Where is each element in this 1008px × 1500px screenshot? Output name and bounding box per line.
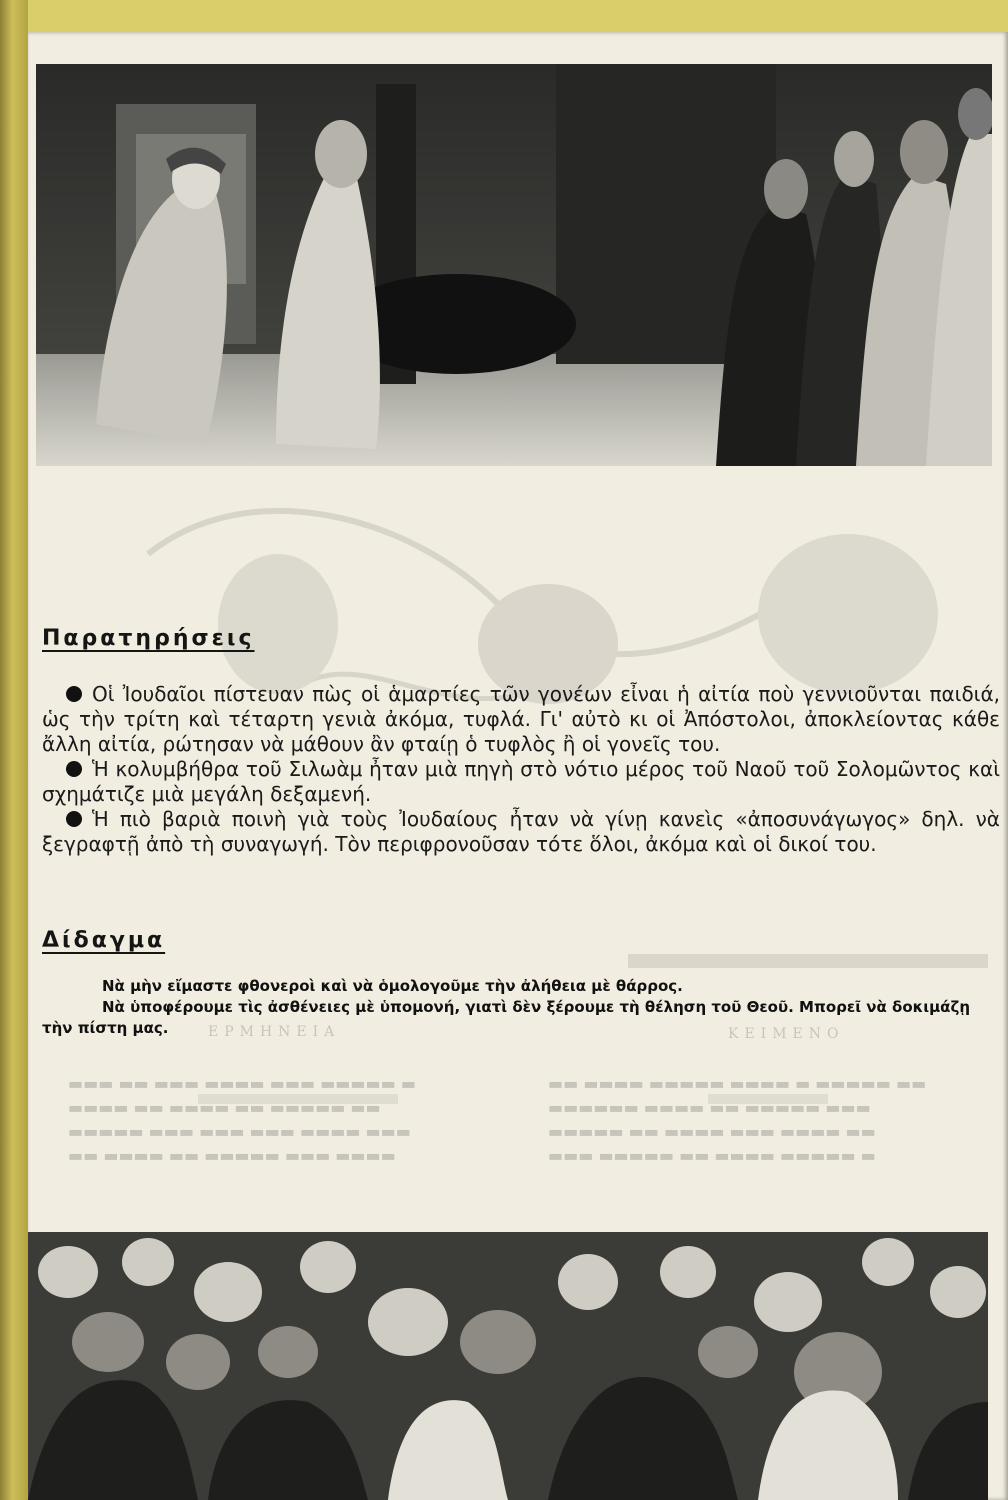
observations-section <box>42 682 1000 857</box>
show-through-text: ΕΡΜΗΝΕΙΑ <box>208 1024 341 1040</box>
lesson-line: Νὰ μὴν εἴμαστε φθονεροὶ καὶ νὰ ὁμολογοῦμε τὴν ἀλήθεια μὲ θάρρος. <box>102 977 683 995</box>
observation-text: Ἡ κολυμβήθρα τοῦ Σιλωὰμ ἦταν μιὰ πηγὴ στὸ νότιο μέρος τοῦ Ναοῦ τοῦ Σολομῶντος καὶ σχημάτιζε μιὰ μεγάλη δεξαμενή. <box>42 757 1000 806</box>
lesson-heading: Δίδαγμα <box>42 928 166 953</box>
observation-item <box>42 682 1000 757</box>
show-through-text: ▬▬ ▬▬▬▬ ▬▬▬▬▬ ▬▬▬▬ ▬ ▬▬▬▬▬ ▬▬ ▬▬▬▬▬▬ ▬▬▬▬ ▬▬ ▬▬▬▬▬ ▬▬▬ ▬▬▬▬▬ ▬▬ ▬▬▬▬ ▬▬▬ ▬▬▬▬ ▬▬ ▬▬▬ ▬▬▬▬▬ ▬▬ ▬▬▬▬ ▬▬▬▬▬ ▬ <box>548 1074 927 1165</box>
magazine-page <box>28 32 1008 1500</box>
bullet-icon <box>66 811 82 827</box>
observation-item <box>42 807 1000 857</box>
bullet-icon <box>66 686 82 702</box>
show-through-text: ▬▬▬ ▬▬ ▬▬▬ ▬▬▬▬ ▬▬▬ ▬▬▬▬▬ ▬ ▬▬▬▬ ▬▬ ▬▬▬▬ ▬▬ ▬▬▬▬▬ ▬▬ ▬▬▬▬▬ ▬▬▬ ▬▬▬ ▬▬▬ ▬▬▬▬ ▬▬▬ ▬▬ ▬▬▬▬ ▬▬ ▬▬▬▬▬ ▬▬▬ ▬▬▬▬ <box>68 1074 416 1165</box>
page-binding-edge <box>0 0 28 1500</box>
illustration-temple-scene <box>36 64 992 466</box>
lesson-line: Νὰ ὑποφέρουμε τὶς ἀσθένειες μὲ ὑπομονή, γιατὶ δὲν ξέρουμε τὴ θέληση τοῦ Θεοῦ. Μπορεῖ νὰ δοκιμάζῃ τὴν πίστη μας. <box>42 998 971 1037</box>
illustration-crowd-scene <box>28 1232 988 1500</box>
observation-text: Οἱ Ἰουδαῖοι πίστευαν πὼς οἱ ἁμαρτίες τῶν γονέων εἶναι ἡ αἰτία ποὺ γεννιοῦνται παιδιά, ὡς τὴν τρίτη καὶ τέταρτη γενιὰ ἀκόμα, τυφλά. Γι' αὐτὸ κι οἱ Ἀπόστολοι, ἀποκλείοντας κάθε ἄλλη αἰτία, ρώτησαν νὰ μάθουν ἂν φταίῃ ὁ τυφλὸς ἢ οἱ γονεῖς του. <box>42 682 1000 756</box>
observation-text: Ἡ πιὸ βαριὰ ποινὴ γιὰ τοὺς Ἰουδαίους ἦταν νὰ γίνῃ κανεὶς «ἀποσυνάγωγος» δηλ. νὰ ξεγραφτῇ ἀπὸ τὴ συναγωγή. Τὸν περιφρονοῦσαν τότε ὅλοι, ἀκόμα καὶ οἱ δικοί του. <box>42 807 1000 856</box>
observations-heading: Παρατηρήσεις <box>42 626 255 651</box>
show-through-text: ΚΕΙΜΕΝΟ <box>728 1026 845 1042</box>
lesson-section <box>42 976 1000 1039</box>
observation-item <box>42 757 1000 807</box>
bullet-icon <box>66 761 82 777</box>
